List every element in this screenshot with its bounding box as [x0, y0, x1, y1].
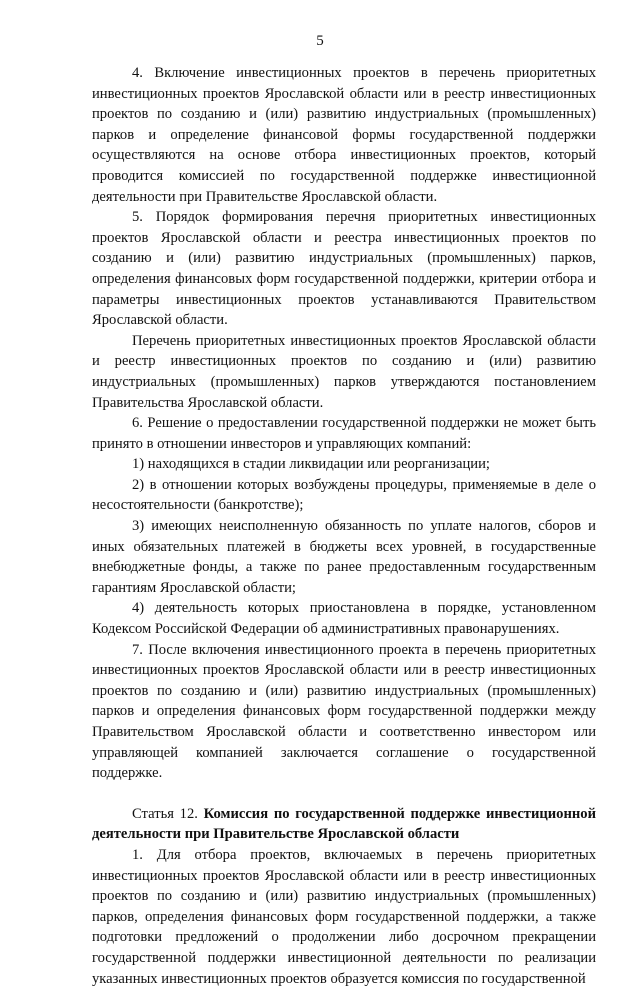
section-spacer [92, 784, 596, 804]
document-body [92, 63, 596, 989]
paragraph-article-12-item-1: 1. Для отбора проектов, включаемых в перечень приоритетных инвестиционных проектов Ярославской области или в реестр инвестиционных проектов по созданию и (или) развитию индустриальных (промышленных) парков, определения финансовых форм государственной поддержки, а также подготовки предложений о продолжении либо досрочном прекращении государственной поддержки инвестиционной деятельности по реализации указанных инвестиционных проектов образуется комиссия по государственной [92, 846, 596, 987]
paragraph-item-4: 4. Включение инвестиционных проектов в перечень приоритетных инвестиционных проектов Ярославской области или в реестр инвестиционных проектов по созданию и (или) развитию индустриальных (промышленных) парков и определение финансовой формы государственной поддержки осуществляются на основе отбора инвестиционных проектов, который проводится комиссией по государственной поддержке инвестиционной деятельности при Правительстве Ярославской области. [92, 65, 596, 205]
paragraph-list-approval: Перечень приоритетных инвестиционных проектов Ярославской области и реестр инвестиционных проектов по созданию и (или) развитию индустриальных (промышленных) парков утверждаются постановлением Правительства Ярославской области. [92, 332, 596, 411]
paragraph-item-5: 5. Порядок формирования перечня приоритетных инвестиционных проектов Ярославской области и реестра инвестиционных проектов по созданию и (или) развитию индустриальных (промышленных) парков, определения финансовых форм государственной поддержки, критерии отбора и параметры инвестиционных проектов устанавливаются Правительством Ярославской области. [92, 209, 596, 329]
paragraph-subitem-2: 2) в отношении которых возбуждены процедуры, применяемые в деле о несостоятельности (банкротстве); [92, 476, 596, 514]
paragraph-subitem-4: 4) деятельность которых приостановлена в порядке, установленном Кодексом Российской Федерации об административных правонарушениях. [92, 600, 596, 638]
article-label: Статья 12. [132, 805, 204, 822]
paragraph-subitem-1: 1) находящихся в стадии ликвидации или реорганизации; [132, 456, 490, 473]
paragraph-subitem-3: 3) имеющих неисполненную обязанность по уплате налогов, сборов и иных обязательных платежей в бюджеты всех уровней, в государственные внебюджетные фонды, а также по ранее предоставленным государственным гарантиям Ярославской области; [92, 518, 596, 596]
article-title: Комиссия по государственной поддержке инвестиционной деятельности при Правительстве Ярославской области [92, 805, 597, 843]
article-heading [92, 804, 596, 845]
paragraph-item-6: 6. Решение о предоставлении государственной поддержки не может быть принято в отношении инвесторов и управляющих компаний: [92, 415, 596, 452]
page-number: 5 [316, 33, 324, 49]
paragraph-item-7: 7. После включения инвестиционного проекта в перечень приоритетных инвестиционных проектов Ярославской области или в реестр инвестиционных проектов по созданию и (или) развитию индустриальных (промышленных) парков и определения финансовых форм государственной поддержки между Правительством Ярославской области и соответственно инвестором или управляющей компанией заключается соглашение о государственной поддержке. [92, 641, 596, 782]
